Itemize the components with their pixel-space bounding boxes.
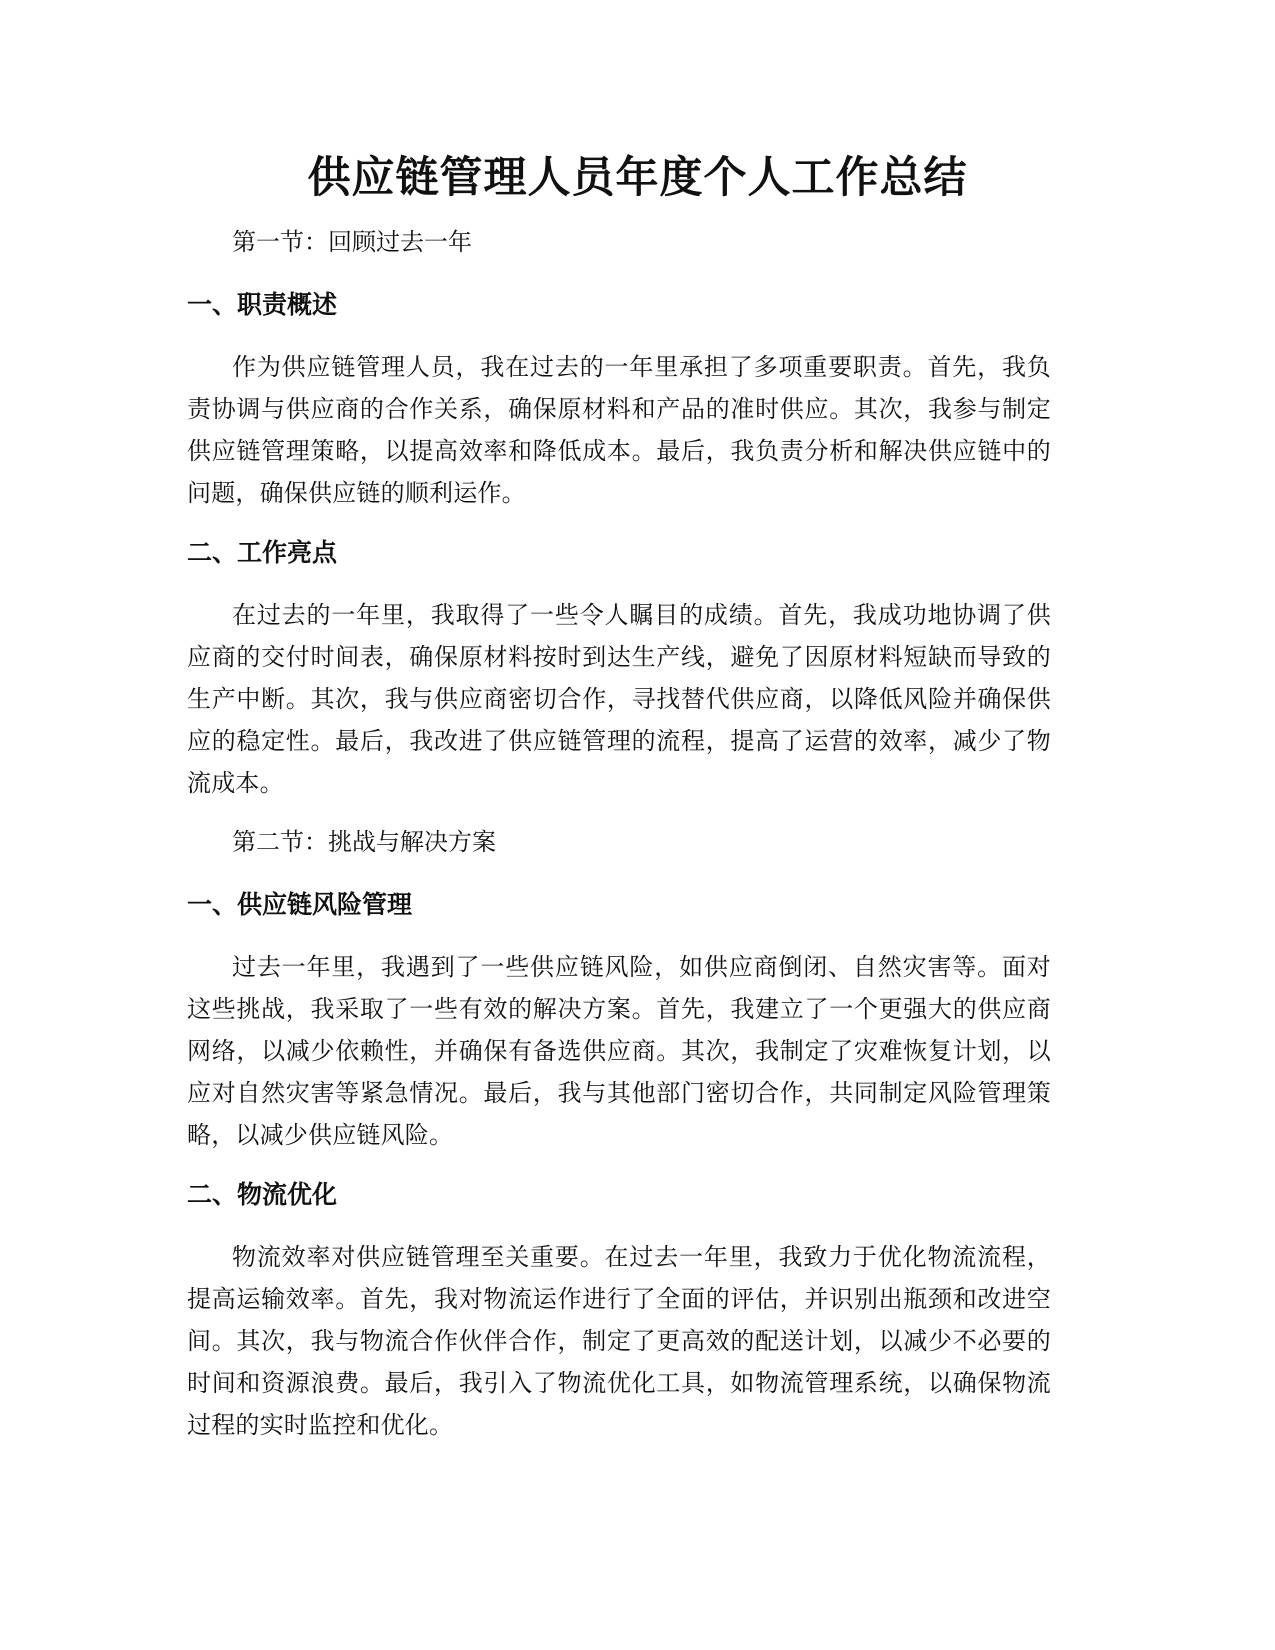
section-label-1: 第一节：回顾过去一年 <box>232 228 472 256</box>
heading-supply-chain-risk: 一、供应链风险管理 <box>187 890 413 919</box>
heading-work-highlights: 二、工作亮点 <box>187 538 338 567</box>
paragraph-work-highlights: 在过去的一年里，我取得了一些令人瞩目的成绩。首先，我成功地协调了供应商的交付时间表，确保原材料按时到达生产线，避免了因原材料短缺而导致的生产中断。其次，我与供应商密切合作，寻找替代供应商，以降低风险并确保供应的稳定性。最后，我改进了供应链管理的流程，提高了运营的效率，减少了物流成本。 <box>187 601 1051 797</box>
paragraph-duties-overview: 作为供应链管理人员，我在过去的一年里承担了多项重要职责。首先，我负责协调与供应商的合作关系，确保原材料和产品的准时供应。其次，我参与制定供应链管理策略，以提高效率和降低成本。最后，我负责分析和解决供应链中的问题，确保供应链的顺利运作。 <box>187 353 1051 507</box>
paragraph-logistics-optimization: 物流效率对供应链管理至关重要。在过去一年里，我致力于优化物流流程，提高运输效率。首先，我对物流运作进行了全面的评估，并识别出瓶颈和改进空间。其次，我与物流合作伙伴合作，制定了更高效的配送计划，以减少不必要的时间和资源浪费。最后，我引入了物流优化工具，如物流管理系统，以确保物流过程的实时监控和优化。 <box>187 1243 1051 1439</box>
heading-duties-overview: 一、职责概述 <box>187 290 338 319</box>
paragraph-supply-chain-risk: 过去一年里，我遇到了一些供应链风险，如供应商倒闭、自然灾害等。面对这些挑战，我采取了一些有效的解决方案。首先，我建立了一个更强大的供应商网络，以减少依赖性，并确保有备选供应商。其次，我制定了灾难恢复计划，以应对自然灾害等紧急情况。最后，我与其他部门密切合作，共同制定风险管理策略，以减少供应链风险。 <box>187 953 1051 1149</box>
section-label-2: 第二节：挑战与解决方案 <box>232 828 496 856</box>
heading-logistics-optimization: 二、物流优化 <box>187 1180 338 1209</box>
document-title: 供应链管理人员年度个人工作总结 <box>307 153 968 203</box>
